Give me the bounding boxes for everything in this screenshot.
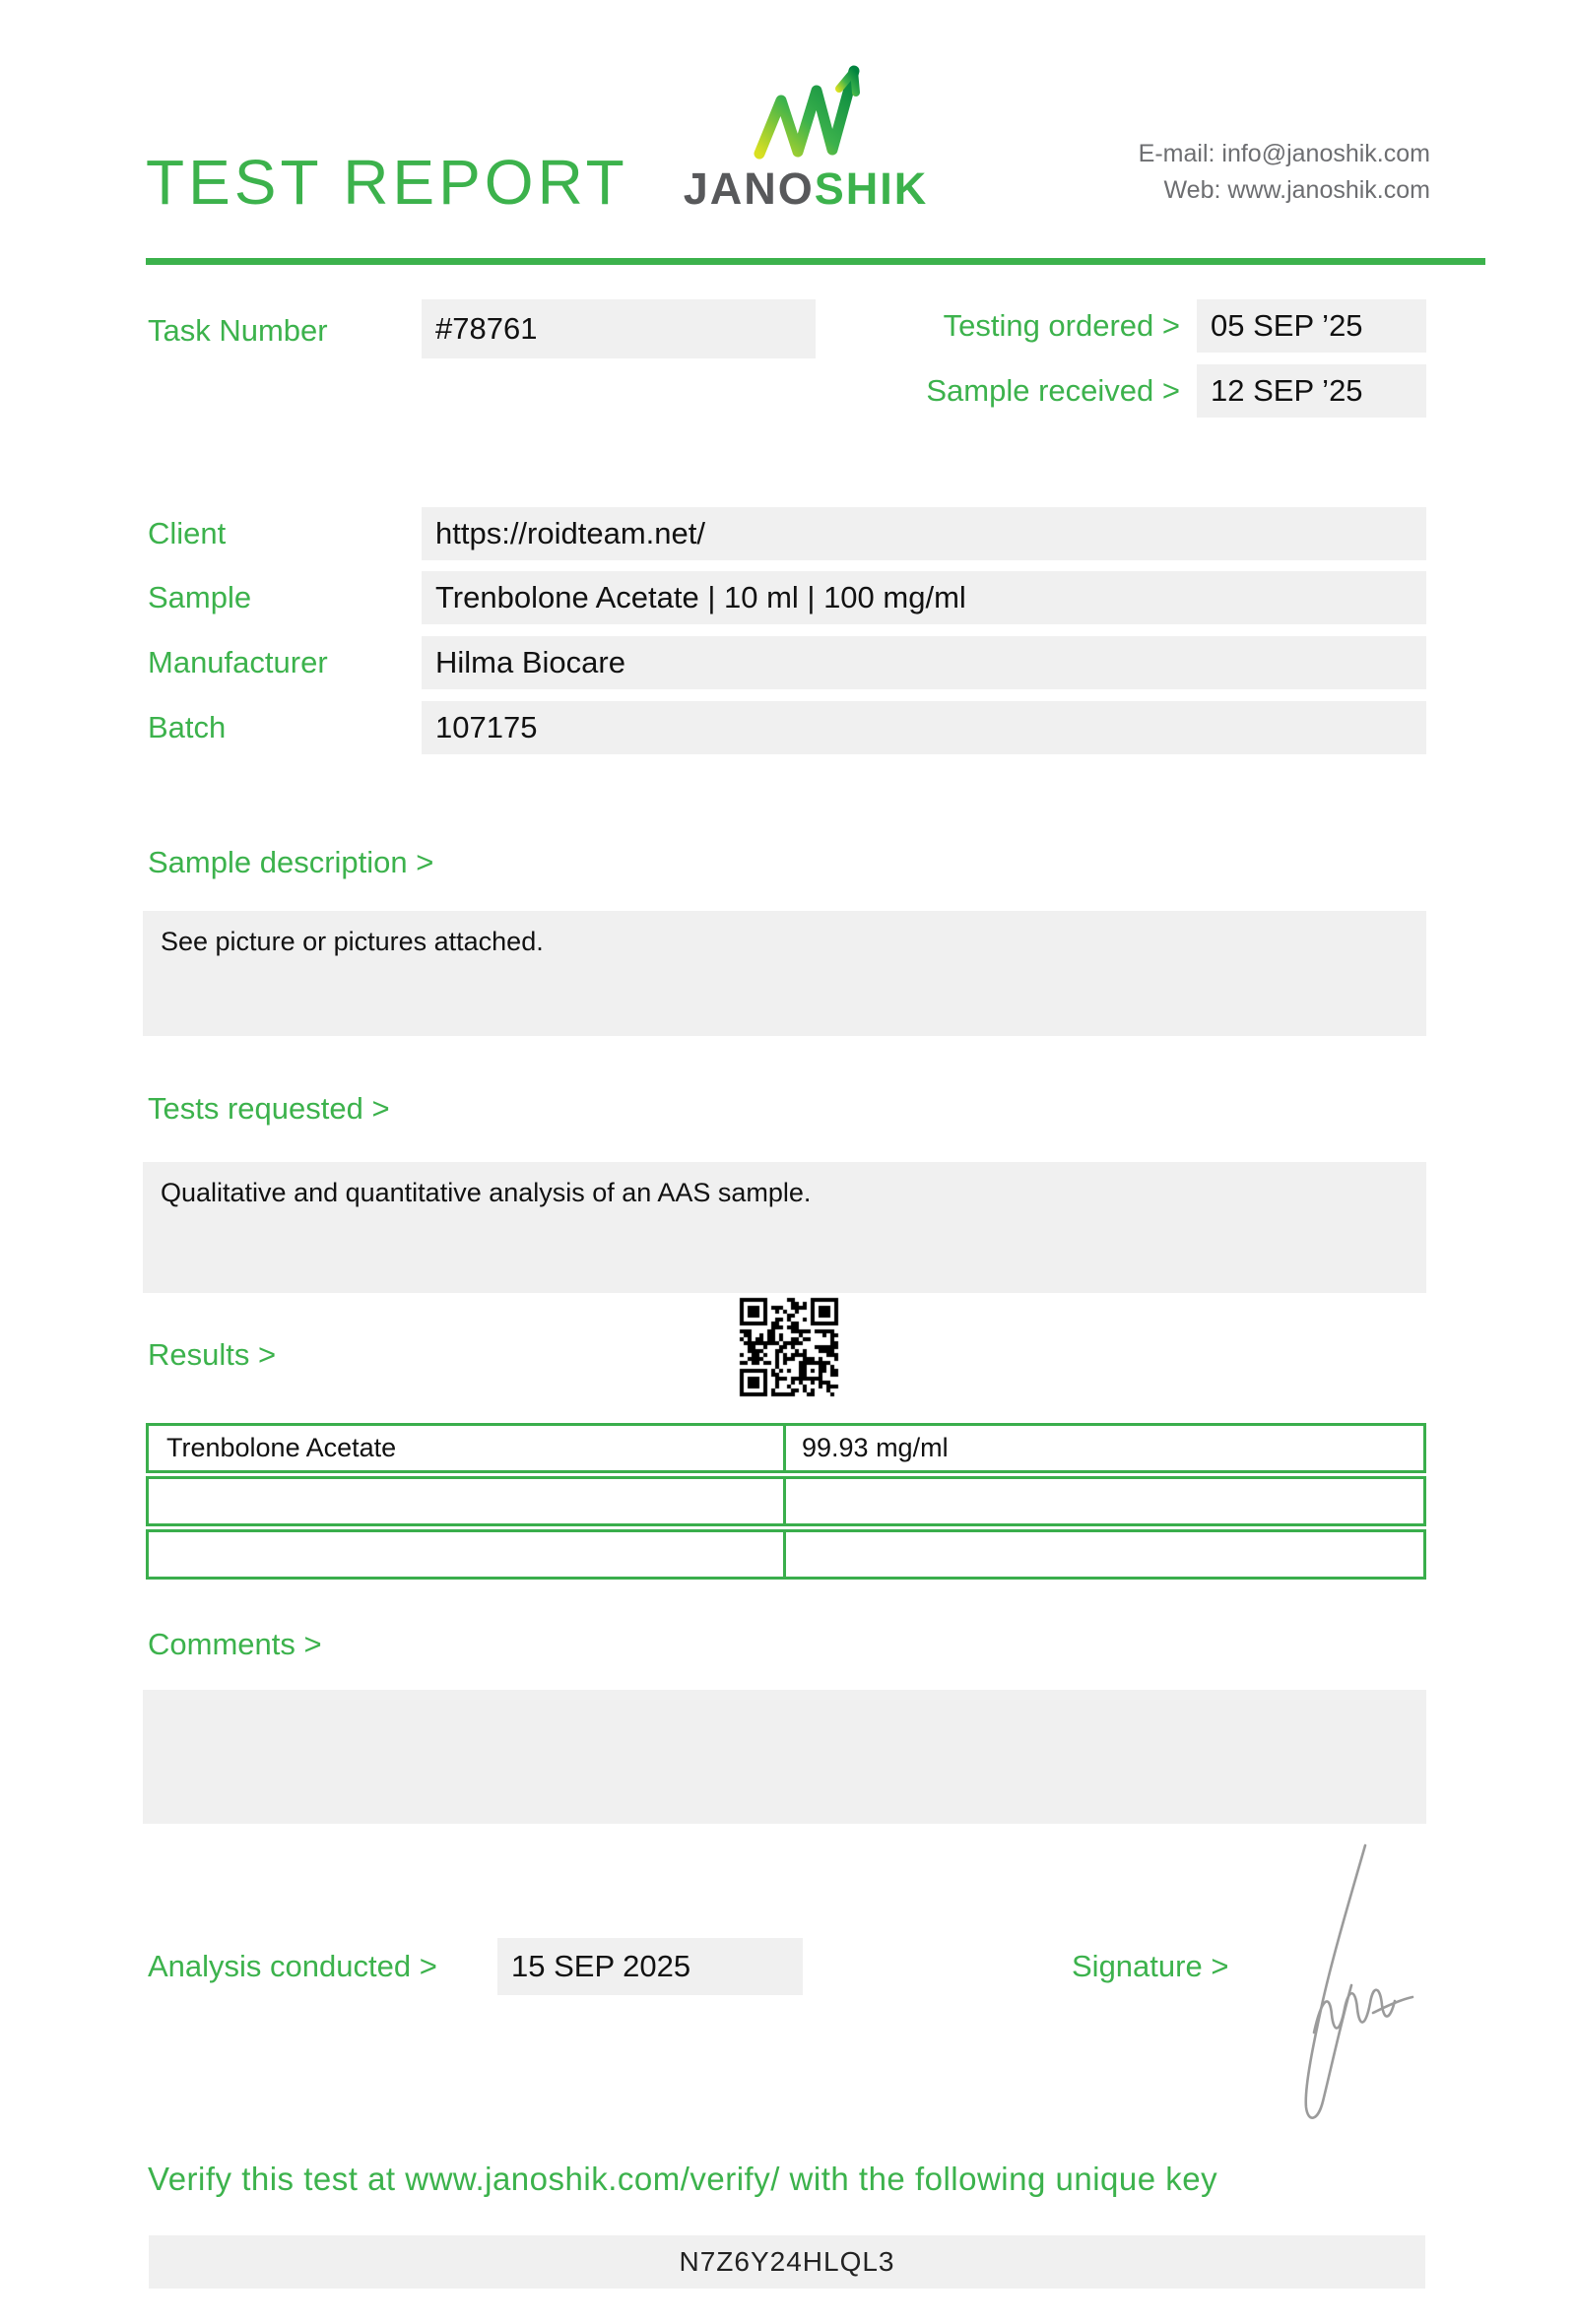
- client-value: https://roidteam.net/: [422, 507, 1426, 560]
- qr-code: [738, 1296, 840, 1398]
- client-label: Client: [148, 516, 227, 550]
- analysis-conducted-value: 15 SEP 2025: [497, 1938, 803, 1995]
- logo-shik: SHIK: [814, 163, 929, 214]
- result-substance: [149, 1532, 786, 1577]
- manufacturer-label: Manufacturer: [148, 645, 328, 679]
- results-table: [146, 1423, 1426, 1582]
- header-divider: [146, 258, 1485, 265]
- sample-description-heading: Sample description >: [148, 845, 434, 879]
- unique-key: N7Z6Y24HLQL3: [149, 2235, 1425, 2289]
- testing-ordered-label: Testing ordered >: [943, 308, 1180, 343]
- signature-scribble: [1271, 1840, 1418, 2135]
- tests-requested-box: Qualitative and quantitative analysis of an AAS sample.: [143, 1162, 1426, 1293]
- logo-jano: JANO: [683, 163, 815, 214]
- sample-description-box: See picture or pictures attached.: [143, 911, 1426, 1036]
- signature-label: Signature >: [1072, 1949, 1229, 1983]
- task-number-value: #78761: [422, 299, 816, 358]
- result-value: [786, 1479, 1423, 1523]
- batch-value: 107175: [422, 701, 1426, 754]
- verify-text: Verify this test at www.janoshik.com/verify/ with the following unique key: [148, 2161, 1218, 2197]
- result-substance: Trenbolone Acetate: [149, 1426, 786, 1470]
- result-value: 99.93 mg/ml: [802, 1433, 949, 1462]
- task-number-label: Task Number: [148, 313, 328, 348]
- table-row: [146, 1476, 1426, 1526]
- table-row: [146, 1423, 1426, 1473]
- results-heading: Results >: [148, 1337, 277, 1372]
- comments-heading: Comments >: [148, 1627, 322, 1661]
- contact-email: E-mail: info@janoshik.com: [1138, 140, 1430, 167]
- sample-value: Trenbolone Acetate | 10 ml | 100 mg/ml: [422, 571, 1426, 624]
- sample-received-value: 12 SEP ’25: [1197, 364, 1426, 418]
- logo-wordmark: [678, 163, 934, 215]
- sample-received-label: Sample received >: [926, 373, 1180, 408]
- testing-ordered-value: 05 SEP ’25: [1197, 299, 1426, 353]
- contact-block: [1139, 136, 1430, 209]
- manufacturer-value: Hilma Biocare: [422, 636, 1426, 689]
- page-title: TEST REPORT: [146, 147, 628, 218]
- janoshik-logo: [678, 63, 934, 215]
- sample-label: Sample: [148, 580, 252, 614]
- result-value: [786, 1532, 1423, 1577]
- analysis-conducted-label: Analysis conducted >: [148, 1949, 437, 1983]
- tests-requested-heading: Tests requested >: [148, 1091, 390, 1126]
- contact-web: Web: www.janoshik.com: [1163, 176, 1430, 204]
- result-substance: [149, 1479, 786, 1523]
- comments-box: [143, 1690, 1426, 1824]
- table-row: [146, 1529, 1426, 1580]
- logo-chart-icon: [732, 63, 880, 161]
- batch-label: Batch: [148, 710, 227, 744]
